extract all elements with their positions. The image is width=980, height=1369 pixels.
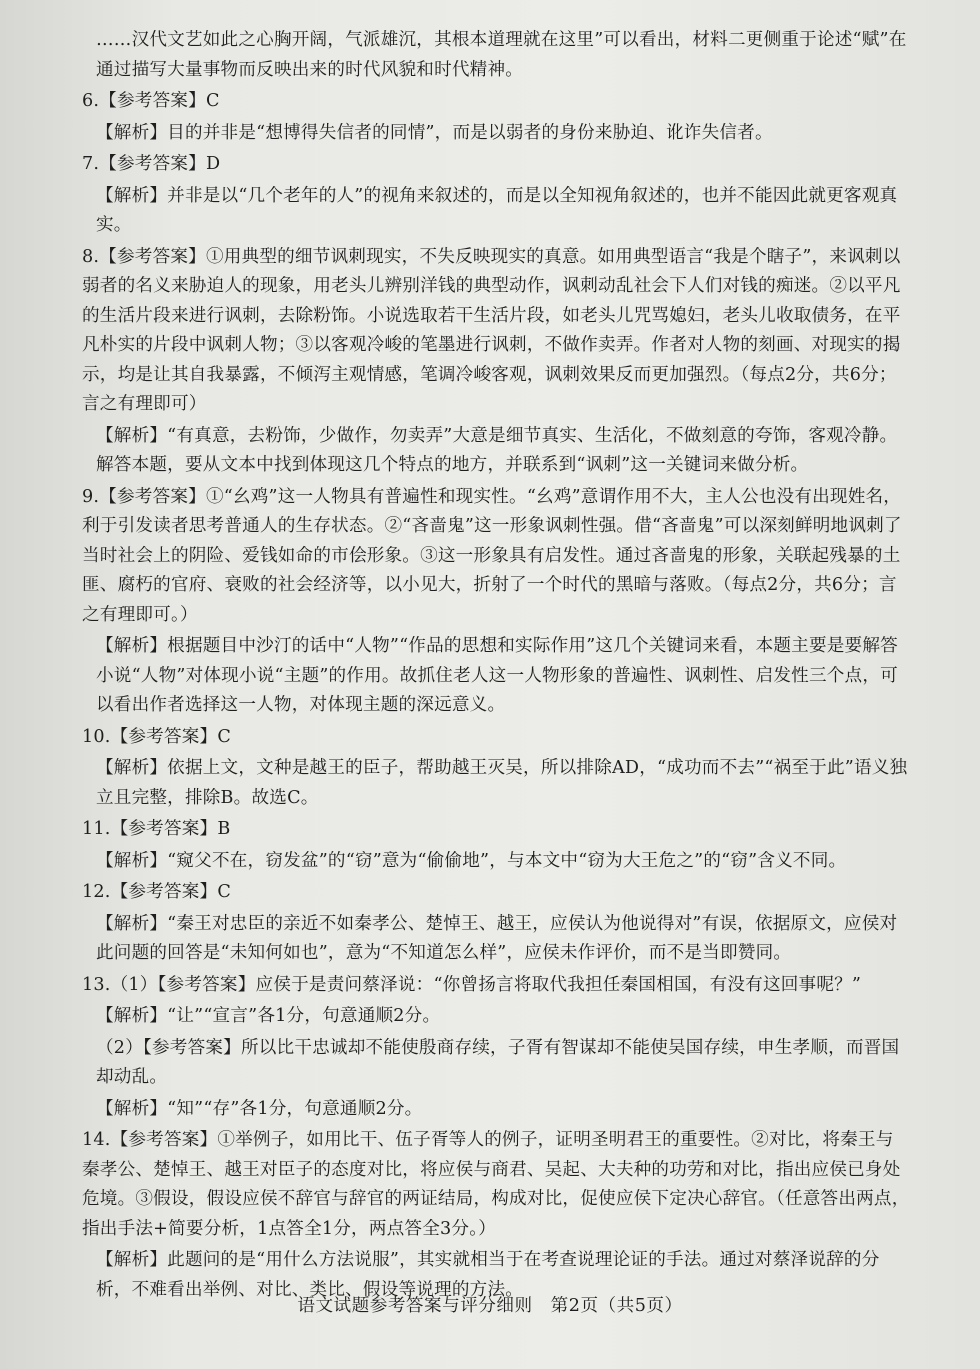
answer-line: 13.（1）【参考答案】应侯于是责问蔡泽说：“你曾扬言将取代我担任秦国相国，有没有这回事呢？”: [82, 974, 862, 995]
answer-line: 6.【参考答案】C: [82, 91, 220, 111]
answer-line: 10.【参考答案】C: [82, 726, 232, 747]
answer-content: [78, 26, 910, 1305]
answer-line: 12.【参考答案】C: [82, 882, 232, 902]
answer-line: 11.【参考答案】B: [82, 819, 231, 839]
explanation-line: 【解析】“秦王对忠臣的亲近不如秦孝公、楚悼王、越王，应侯认为他说得对”有误，依据原文，应侯对此问题的回答是“未知何如也”，意为“不知道怎么样”，应侯未作评价，而不是当即赞同。: [96, 913, 898, 963]
explanation-line: 【解析】根据题目中沙汀的话中“人物”“作品的思想和实际作用”这几个关键词来看，本题主要是要解答小说“人物”对体现小说“主题”的作用。故抓住老人这一人物形象的普遍性、讽刺性、启发性三个点，可以看出作者选择这一人物，对体现主题的深远意义。: [96, 636, 898, 715]
explanation-line: 【解析】“窥父不在，窃发盆”的“窃”意为“偷偷地”，与本文中“窃为大王危之”的“窃”含义不同。: [96, 850, 847, 871]
explanation-line: 【解析】“有真意，去粉饰，少做作，勿卖弄”大意是细节真实、生活化，不做刻意的夸饰，客观冷静。解答本题，要从文本中找到体现这几个特点的地方，并联系到“讽刺”这一关键词来做分析。: [96, 425, 898, 475]
text-line: ……汉代文艺如此之心胸开阔，气派雄沉，其根本道理就在这里”可以看出，材料二更侧重于论述“赋”在通过描写大量事物而反映出来的时代风貌和时代精神。: [96, 30, 907, 80]
answer-line: 9.【参考答案】①“幺鸡”这一人物具有普遍性和现实性。“幺鸡”意谓作用不大，主人公也没有出现姓名，利于引发读者思考普通人的生存状态。②“吝啬鬼”这一形象讽刺性强。借“吝啬鬼”可以深刻鲜明地讽刺了当时社会上的阴险、爱钱如命的市侩形象。③这一形象具有启发性。通过吝啬鬼的形象，关联起残暴的土匪、腐朽的官府、衰败的社会经济等，以小见大，折射了一个时代的黑暗与落败。（每点2分，共6分；言之有理即可。）: [82, 486, 902, 625]
explanation-line: 【解析】目的并非是“想博得失信者的同情”，而是以弱者的身份来胁迫、讹诈失信者。: [96, 122, 773, 143]
answer-line: 7.【参考答案】D: [82, 154, 221, 174]
explanation-line: 【解析】并非是以“几个老年的人”的视角来叙述的，而是以全知视角叙述的，也并不能因此就更客观真实。: [96, 185, 898, 235]
answer-line: 8.【参考答案】①用典型的细节讽刺现实，不失反映现实的真意。如用典型语言“我是个瞎子”，来讽刺以弱者的名义来胁迫人的现象，用老头儿辨别洋钱的典型动作，讽刺动乱社会下人们对钱的痴迷。②以平凡的生活片段来进行讽刺，去除粉饰。小说选取若干生活片段，如老头儿咒骂媳妇，老头儿收取债务，在平凡朴实的片段中讽刺人物；③以客观冷峻的笔墨进行讽刺，不做作卖弄。作者对人物的刻画、对现实的揭示，均是让其自我暴露，不倾泻主观情感，笔调冷峻客观，讽刺效果反而更加强烈。（每点2分，共6分；言之有理即可）: [82, 246, 901, 414]
answer-line: 14.【参考答案】①举例子，如用比干、伍子胥等人的例子，证明圣明君王的重要性。②对比，将秦王与秦孝公、楚悼王、越王对臣子的态度对比，将应侯与商君、吴起、大夫种的功劳和对比，指出应侯已身处危境。③假设，假设应侯不辞官与辞官的两证结局，构成对比，促使应侯下定决心辞官。（任意答出两点，指出手法+简要分析，1点答全1分，两点答全3分。）: [82, 1130, 910, 1239]
explanation-line: 【解析】“让”“宣言”各1分，句意通顺2分。: [96, 1006, 441, 1026]
explanation-line: 【解析】依据上文，文种是越王的臣子，帮助越王灭吴，所以排除AD，“成功而不去”“祸至于此”语义独立且完整，排除B。故选C。: [96, 758, 908, 808]
explanation-line: 【解析】此题问的是“用什么方法说服”，其实就相当于在考查说理论证的手法。通过对蔡泽说辞的分析，不难看出举例、对比、类比、假设等说理的方法。: [96, 1250, 880, 1300]
sub-answer-line: （2）【参考答案】所以比干忠诚却不能使殷商存续，子胥有智谋却不能使吴国存续，申生孝顺，而晋国却动乱。: [96, 1037, 900, 1087]
explanation-line: 【解析】“知”“存”各1分，句意通顺2分。: [96, 1098, 423, 1119]
page-footer: 语文试题参考答案与评分细则 第2页（共5页）: [297, 1296, 683, 1316]
